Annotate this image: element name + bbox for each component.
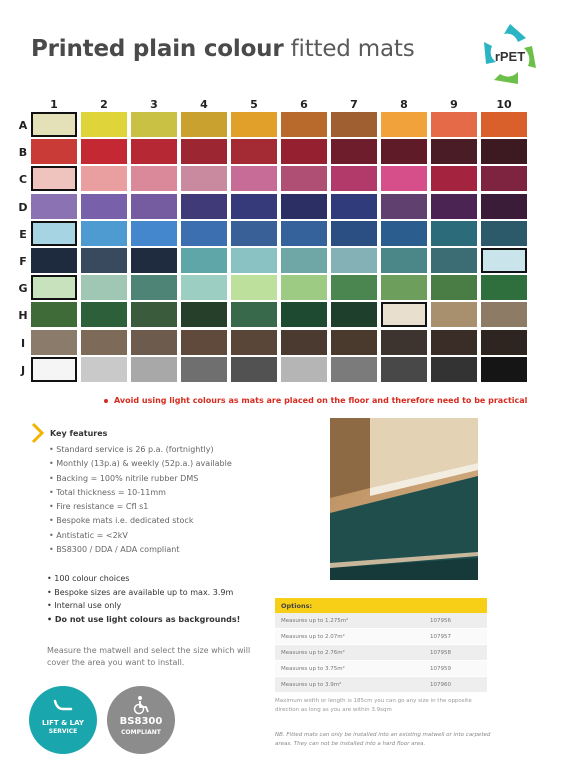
colour-swatch-b5 xyxy=(231,139,277,164)
colour-swatch-b6 xyxy=(281,139,327,164)
table-row xyxy=(275,629,487,645)
option-measure: Measures up to 2.07m² xyxy=(281,634,345,640)
colour-swatch-j6 xyxy=(281,357,327,382)
column-header: 10 xyxy=(496,98,512,111)
colour-swatch-f7 xyxy=(331,248,377,273)
colour-swatch-g9 xyxy=(431,275,477,300)
colour-swatch-e5 xyxy=(231,221,277,246)
feature-item: • 100 colour choices xyxy=(47,574,130,583)
colour-swatch-e8 xyxy=(381,221,427,246)
colour-swatch-b4 xyxy=(181,139,227,164)
column-header: 7 xyxy=(350,98,358,111)
option-code: 107957 xyxy=(430,634,451,640)
colour-swatch-b3 xyxy=(131,139,177,164)
rpet-label: rPET xyxy=(494,49,526,64)
colour-swatch-j5 xyxy=(231,357,277,382)
feature-item: • Fire resistance = Cfl s1 xyxy=(49,502,149,512)
colour-swatch-h8 xyxy=(381,302,427,327)
colour-grid xyxy=(31,112,531,384)
table-row xyxy=(275,677,487,693)
feature-item: • Bespoke mats i.e. dedicated stock xyxy=(49,516,194,526)
colour-swatch-e6 xyxy=(281,221,327,246)
colour-swatch-e1 xyxy=(31,221,77,246)
option-code: 107960 xyxy=(430,682,451,688)
extra-features-list xyxy=(47,572,240,626)
colour-swatch-f10 xyxy=(481,248,527,273)
warning-text: Avoid using light colours as mats are placed on the floor and therefore need to be practical xyxy=(114,396,528,405)
feature-item: • Total thickness = 10-11mm xyxy=(49,487,166,497)
colour-swatch-i5 xyxy=(231,330,277,355)
option-measure: Measures up to 3.9m² xyxy=(281,682,342,688)
colour-swatch-i7 xyxy=(331,330,377,355)
colour-swatch-d10 xyxy=(481,194,527,219)
colour-swatch-d8 xyxy=(381,194,427,219)
colour-swatch-g3 xyxy=(131,275,177,300)
colour-swatch-j1 xyxy=(31,357,77,382)
feature-item: • Monthly (13p.a) & weekly (52p.a.) available xyxy=(49,459,232,469)
row-header: A xyxy=(18,119,28,132)
colour-swatch-f3 xyxy=(131,248,177,273)
column-header: 6 xyxy=(300,98,308,111)
column-header: 8 xyxy=(400,98,408,111)
colour-swatch-a9 xyxy=(431,112,477,137)
colour-swatch-c1 xyxy=(31,166,77,191)
column-header: 1 xyxy=(50,98,58,111)
colour-swatch-b2 xyxy=(81,139,127,164)
bullet-dot xyxy=(104,399,108,403)
feature-item: • Standard service is 26 p.a. (fortnightly) xyxy=(49,445,214,454)
colour-swatch-j9 xyxy=(431,357,477,382)
table-row xyxy=(275,645,487,661)
feature-item: • BS8300 / DDA / ADA compliant xyxy=(49,545,180,555)
colour-swatch-i6 xyxy=(281,330,327,355)
bs-line1: BS8300 xyxy=(119,716,163,727)
colour-swatch-c8 xyxy=(381,166,427,191)
column-header: 9 xyxy=(450,98,458,111)
colour-swatch-a8 xyxy=(381,112,427,137)
colour-swatch-j4 xyxy=(181,357,227,382)
colour-swatch-i9 xyxy=(431,330,477,355)
colour-swatch-c3 xyxy=(131,166,177,191)
colour-swatch-h10 xyxy=(481,302,527,327)
colour-swatch-d7 xyxy=(331,194,377,219)
colour-swatch-g2 xyxy=(81,275,127,300)
colour-swatch-f5 xyxy=(231,248,277,273)
colour-swatch-a2 xyxy=(81,112,127,137)
bs-line2: COMPLIANT xyxy=(121,729,161,736)
colour-swatch-e9 xyxy=(431,221,477,246)
options-note: Maximum width or length is 185cm you can go any size in the opposite direction as long as you are within 3.9sqm xyxy=(275,698,472,713)
key-features-list xyxy=(49,443,232,557)
option-code: 107959 xyxy=(430,666,451,672)
colour-swatch-h7 xyxy=(331,302,377,327)
colour-swatch-f1 xyxy=(31,248,77,273)
colour-swatch-g4 xyxy=(181,275,227,300)
options-title: Options: xyxy=(275,598,487,613)
column-header: 4 xyxy=(200,98,208,111)
colour-swatch-f2 xyxy=(81,248,127,273)
row-header: E xyxy=(19,227,27,241)
colour-swatch-c5 xyxy=(231,166,277,191)
colour-swatch-d6 xyxy=(281,194,327,219)
colour-swatch-e2 xyxy=(81,221,127,246)
table-row xyxy=(275,661,487,677)
colour-swatch-d1 xyxy=(31,194,77,219)
wheelchair-icon xyxy=(131,695,151,715)
colour-swatch-b8 xyxy=(381,139,427,164)
lift-line2: SERVICE xyxy=(48,728,78,735)
feature-item: • Do not use light colours as backgrounds! xyxy=(47,614,241,624)
colour-swatch-f6 xyxy=(281,248,327,273)
mat-lift-icon xyxy=(53,695,73,715)
row-header: J xyxy=(20,363,26,377)
colour-swatch-b9 xyxy=(431,139,477,164)
row-header: D xyxy=(18,200,28,214)
feature-item: • Bespoke sizes are available up to max. 3.9m xyxy=(47,587,234,597)
warning-note xyxy=(104,396,527,405)
option-code: 107956 xyxy=(430,618,451,624)
bs8300-badge xyxy=(107,686,175,754)
colour-swatch-g5 xyxy=(231,275,277,300)
lift-lay-badge xyxy=(29,686,97,754)
measure-instruction: Measure the matwell and select the size which will cover the area you want to install. xyxy=(47,646,251,667)
colour-swatch-d5 xyxy=(231,194,277,219)
colour-swatch-j2 xyxy=(81,357,127,382)
table-row xyxy=(275,613,487,629)
row-header: I xyxy=(20,336,26,350)
colour-swatch-d2 xyxy=(81,194,127,219)
colour-swatch-a1 xyxy=(31,112,77,137)
colour-swatch-c9 xyxy=(431,166,477,191)
column-header: 5 xyxy=(250,98,258,111)
row-header: B xyxy=(18,146,28,160)
colour-swatch-i4 xyxy=(181,330,227,355)
colour-swatch-h6 xyxy=(281,302,327,327)
colour-swatch-j10 xyxy=(481,357,527,382)
key-features-title: Key features xyxy=(50,429,108,438)
colour-swatch-g6 xyxy=(281,275,327,300)
colour-swatch-h1 xyxy=(31,302,77,327)
colour-swatch-d3 xyxy=(131,194,177,219)
rpet-recycle-icon xyxy=(474,18,546,90)
colour-swatch-e10 xyxy=(481,221,527,246)
options-table xyxy=(275,598,487,693)
colour-swatch-j7 xyxy=(331,357,377,382)
colour-swatch-a4 xyxy=(181,112,227,137)
colour-swatch-g7 xyxy=(331,275,377,300)
row-header: C xyxy=(18,173,28,187)
colour-swatch-a3 xyxy=(131,112,177,137)
option-measure: Measures up to 2.76m² xyxy=(281,650,345,656)
colour-swatch-g8 xyxy=(381,275,427,300)
colour-swatch-a7 xyxy=(331,112,377,137)
colour-swatch-a5 xyxy=(231,112,277,137)
colour-swatch-c2 xyxy=(81,166,127,191)
colour-swatch-h2 xyxy=(81,302,127,327)
title-light: fitted mats xyxy=(290,36,415,62)
colour-swatch-i3 xyxy=(131,330,177,355)
colour-swatch-e4 xyxy=(181,221,227,246)
colour-swatch-h9 xyxy=(431,302,477,327)
row-header: G xyxy=(18,282,28,296)
colour-swatch-c10 xyxy=(481,166,527,191)
colour-swatch-c7 xyxy=(331,166,377,191)
colour-swatch-b10 xyxy=(481,139,527,164)
colour-swatch-f9 xyxy=(431,248,477,273)
column-header: 2 xyxy=(100,98,108,111)
colour-swatch-i2 xyxy=(81,330,127,355)
colour-swatch-b1 xyxy=(31,139,77,164)
colour-swatch-h5 xyxy=(231,302,277,327)
feature-item: • Backing = 100% nitrile rubber DMS xyxy=(49,473,199,483)
lift-line1: LIFT & LAY xyxy=(42,719,84,727)
colour-swatch-i10 xyxy=(481,330,527,355)
colour-swatch-f4 xyxy=(181,248,227,273)
colour-swatch-j8 xyxy=(381,357,427,382)
title-bold: Printed plain colour xyxy=(31,36,284,62)
option-measure: Measures up to 1.275m² xyxy=(281,618,349,624)
mat-photo xyxy=(330,418,478,580)
column-header: 3 xyxy=(150,98,158,111)
colour-swatch-d9 xyxy=(431,194,477,219)
colour-swatch-b7 xyxy=(331,139,377,164)
colour-swatch-e3 xyxy=(131,221,177,246)
colour-swatch-a6 xyxy=(281,112,327,137)
colour-swatch-c4 xyxy=(181,166,227,191)
row-header: H xyxy=(18,309,28,323)
page-title xyxy=(31,36,415,62)
colour-swatch-a10 xyxy=(481,112,527,137)
colour-swatch-i8 xyxy=(381,330,427,355)
nb-note: NB. Fitted mats can only be installed into an existing matwell or into carpeted areas. They can not be installed into a hard floor area. xyxy=(275,732,491,747)
colour-swatch-g10 xyxy=(481,275,527,300)
option-code: 107958 xyxy=(430,650,451,656)
feature-item: • Internal use only xyxy=(47,601,122,610)
option-measure: Measures up to 3.75m² xyxy=(281,666,345,672)
colour-swatch-c6 xyxy=(281,166,327,191)
colour-swatch-h4 xyxy=(181,302,227,327)
colour-swatch-e7 xyxy=(331,221,377,246)
colour-swatch-f8 xyxy=(381,248,427,273)
row-header: F xyxy=(19,255,27,268)
feature-item: • Antistatic = <2kV xyxy=(49,530,128,540)
colour-swatch-h3 xyxy=(131,302,177,327)
colour-swatch-g1 xyxy=(31,275,77,300)
colour-swatch-i1 xyxy=(31,330,77,355)
colour-swatch-d4 xyxy=(181,194,227,219)
chevron-right-icon xyxy=(31,422,45,444)
colour-swatch-j3 xyxy=(131,357,177,382)
